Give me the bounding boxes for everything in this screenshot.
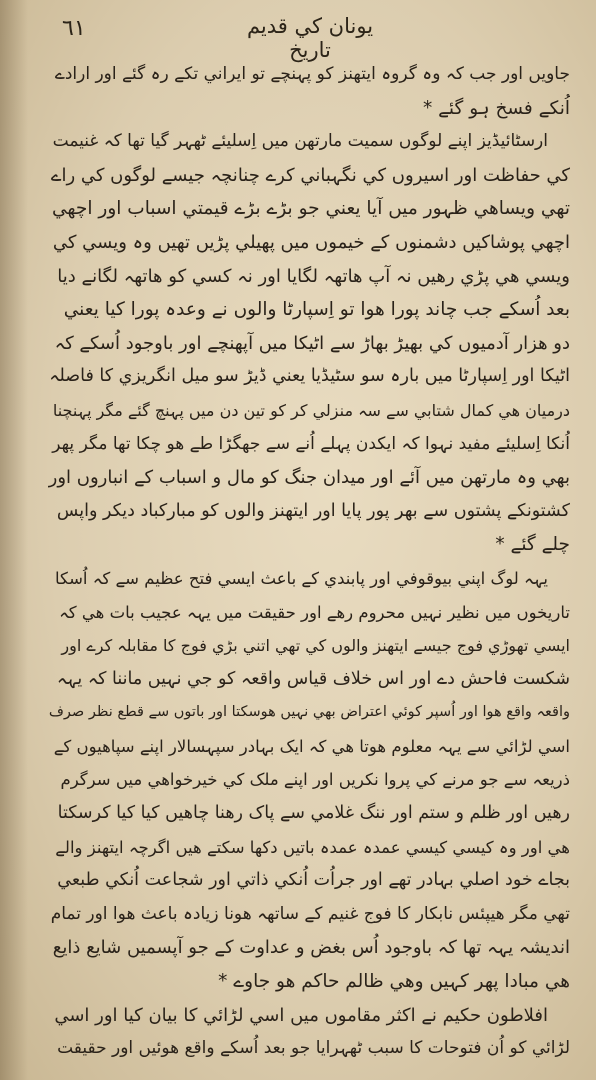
text-line: جاویں اور جب کہ وہ گروہ ایتھنز کو پہنچے تو ایراني تکے رہ گئے اور ارادے bbox=[54, 64, 570, 84]
text-line: درمیان هي کمال شتابي سے سہ منزلي کر کو تین دن میں پہنچ گئے مگر پہنچنا bbox=[52, 400, 570, 420]
text-line: اُنکے فسخ ہو گئے * bbox=[422, 97, 570, 119]
page-number: ٦١ bbox=[62, 16, 86, 41]
text-line: رهیں اور ظلم و ستم اور ننگ غلامي سے پاک رهنا چاهیں کیا کیا کرسکتا bbox=[57, 803, 570, 824]
text-line: یہہ لوگ اپني بیوقوفي اور پابندي کے باعث ایسي فتح عظیم سے کہ اُسکا bbox=[54, 568, 548, 588]
paragraph bbox=[48, 562, 570, 999]
running-title: یونان کي قدیم تاریخ bbox=[246, 14, 374, 62]
page-binding-shadow bbox=[0, 0, 28, 1080]
text-line: لڑائي کو اُن فتوحات کا سبب ٹھہرایا جو بعد اُسکے واقع هوئیں اور حقیقت bbox=[57, 1038, 570, 1059]
text-line: دو هزار آدمیوں کي بھیڑ بھاڑ سے اٹیکا میں آپھنچے اور باوجود اُسکے کہ bbox=[54, 332, 570, 354]
text-line: واقعہ واقع هوا اور اُسپر کوئي اعتراض بھي نہیں هوسکتا اور باتوں سے قطع نظر صرف bbox=[48, 704, 570, 721]
body-text bbox=[48, 58, 570, 1066]
text-line: ویسي هي پڑي رهیں نہ آپ هاتھہ لگایا اور نہ کسي کو هاتھہ لگانے دیا bbox=[57, 265, 570, 287]
text-line: کي حفاظت اور اسیروں کي نگہباني کرے چنانچہ جیسے لوگوں کي راے bbox=[50, 164, 570, 186]
text-line: شکست فاحش دے اور اس خلاف قیاس واقعہ کو جي نہیں ماننا کہ یہہ bbox=[56, 668, 570, 689]
text-line: اُنکا اِسلیئے مفید نہوا کہ ایکدن پہلے اُنے سے جھگڑا طے هو چکا تھا مگر پھر bbox=[52, 433, 570, 454]
text-line: هي اور وہ کیسي کیسي عمدہ عمدہ باتیں دکھا سکتے هیں اگرچہ ایتھنز والے bbox=[55, 837, 570, 857]
text-line: تھي مگر هیپئس نابکار کا فوج غنیم کے ساتھہ هونا زیادہ باعث هوا اور تمام bbox=[50, 903, 570, 924]
text-line: ذریعہ سے جو مرنے کي پروا نکریں اور اپنے ملک کي خیرخواهي میں سرگرم bbox=[60, 770, 570, 790]
text-line: بھي وہ مارتھن میں آئے اور میدان جنگ کو مال و اسباب کے انباروں اور bbox=[48, 467, 570, 489]
text-line: اندیشہ یہہ تھا کہ باوجود اُس بغض و عداوت کے جو آپسمیں شایع ذایع bbox=[52, 937, 570, 959]
text-line: تھي ویساھي ظہور میں آیا یعني جو بڑے بڑے قیمتي اسباب اور اچھي bbox=[51, 198, 570, 220]
text-line: ایسي تھوڑي فوج جیسے ایتھنز والوں کي تھي اتني بڑي فوج کا مقابلہ کرے اور bbox=[61, 636, 570, 656]
page-header bbox=[0, 12, 596, 62]
text-line: اچھي پوشاکیں دشمنوں کے خیموں میں پھیلي پڑیں تھیں وہ ویسي کي bbox=[52, 231, 570, 253]
text-line: بجاے خود اصلي بہادر تھے اور جراُت اُنکي ذاتي اور شجاعت اُنکي طبعي bbox=[57, 870, 570, 891]
text-line: بعد اُسکے جب چاند پورا هوا تو اِسپارٹا والوں نے وعدہ پورا کیا یعني bbox=[63, 299, 570, 321]
paragraph bbox=[48, 58, 570, 125]
paragraph bbox=[48, 999, 570, 1066]
text-line: اسي لڑائي سے یہہ معلوم هوتا هي کہ ایک بہادر سپہسالار اپنے سپاهیوں کے bbox=[53, 736, 570, 756]
text-line: ارسٹائیڈیز اپنے لوگوں سمیت مارتھن میں اِسلیئے ٹھہر گیا تھا کہ غنیمت bbox=[52, 131, 548, 152]
paragraph bbox=[48, 125, 570, 562]
text-line: اٹیکا اور اِسپارٹا میں بارہ سو سٹیڈیا یعني ڈیڑ سو میل انگریزي کا فاصلہ bbox=[49, 366, 570, 387]
text-line: تاریخوں میں نظیر نہیں محروم رهے اور حقیقت میں یہہ عجیب بات هي کہ bbox=[59, 602, 570, 622]
text-line: افلاطون حکیم نے اکثر مقاموں میں اسي لڑائي کا بیان کیا اور اسي bbox=[54, 1004, 548, 1026]
text-line: هي مبادا پھر کہیں وهي ظالم حاکم هو جاوے * bbox=[218, 971, 570, 993]
text-line: چلے گئے * bbox=[495, 534, 570, 556]
text-line: کشتونکے پشتوں سے بھر پور پایا اور ایتھنز والوں کو مبارکباد دیکر واپس bbox=[56, 500, 570, 521]
